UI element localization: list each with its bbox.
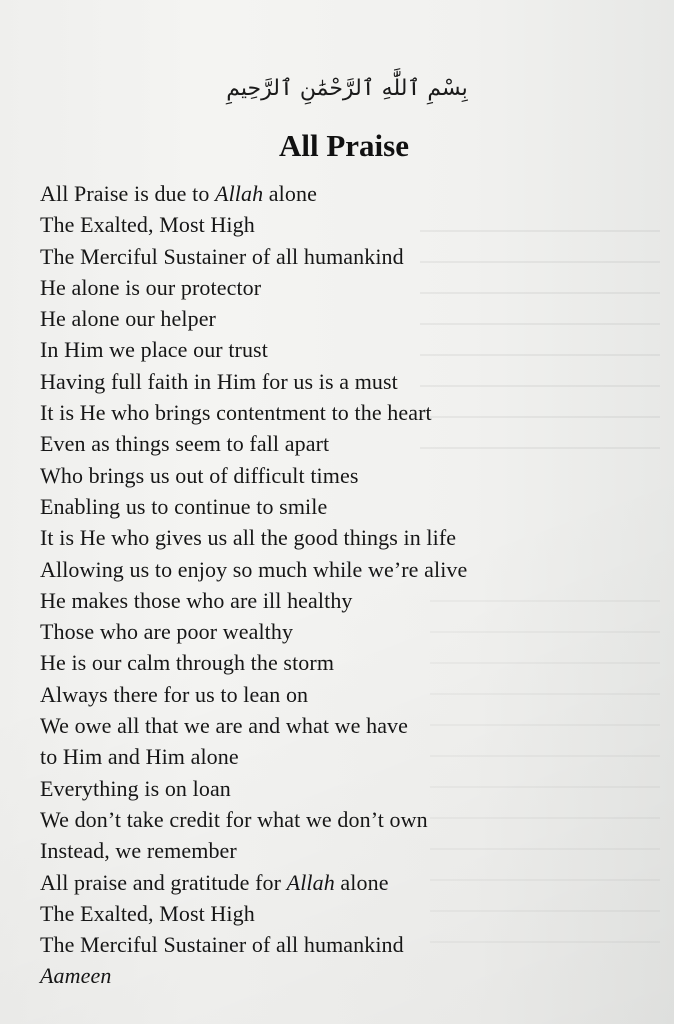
poem-line: Everything is on loan [40, 775, 231, 801]
poem-line: He alone is our protector [40, 274, 262, 300]
closing-word: Aameen [40, 963, 112, 989]
poem-line: Even as things seem to fall apart [40, 431, 330, 457]
poem-line: Those who are poor wealthy [40, 619, 294, 645]
poem-line: It is He who brings contentment to the heart [40, 400, 432, 426]
poem-line: He alone our helper [40, 306, 216, 332]
poem-line: The Merciful Sustainer of all humankind [40, 243, 404, 269]
poem-line: We owe all that we are and what we have [40, 713, 409, 739]
poem-line: In Him we place our trust [40, 337, 268, 363]
allah-word: Allah [215, 181, 264, 206]
poem-body [40, 178, 660, 992]
allah-word: Allah [286, 869, 335, 895]
poem-line: Enabling us to continue to smile [40, 493, 328, 519]
poem-line: He makes those who are ill healthy [40, 587, 353, 613]
poem-line: Always there for us to lean on [40, 681, 309, 707]
basmala: بِسْمِ ٱللَّٰهِ ٱلرَّحْمَٰنِ ٱلرَّحِيمِ [226, 76, 468, 101]
poem-line: The Exalted, Most High [40, 900, 255, 926]
poem-title: All Praise [279, 128, 409, 163]
poem-line: All praise and gratitude for Allah alone [40, 869, 389, 895]
poem-line: All Praise is due to Allah alone [40, 181, 317, 206]
poem-line: The Exalted, Most High [40, 212, 255, 238]
poem-line: He is our calm through the storm [40, 650, 335, 676]
poem-line: Allowing us to enjoy so much while we’re alive [40, 556, 468, 582]
poem-line: to Him and Him alone [40, 744, 239, 770]
poem-line: It is He who gives us all the good things in life [40, 525, 457, 551]
poem-line: Having full faith in Him for us is a must [40, 368, 398, 394]
poem-line: Who brings us out of difficult times [40, 462, 359, 488]
poem-line: We don’t take credit for what we don’t own [40, 806, 428, 832]
poem-line: The Merciful Sustainer of all humankind [40, 932, 404, 958]
poem-line: Instead, we remember [40, 838, 237, 864]
